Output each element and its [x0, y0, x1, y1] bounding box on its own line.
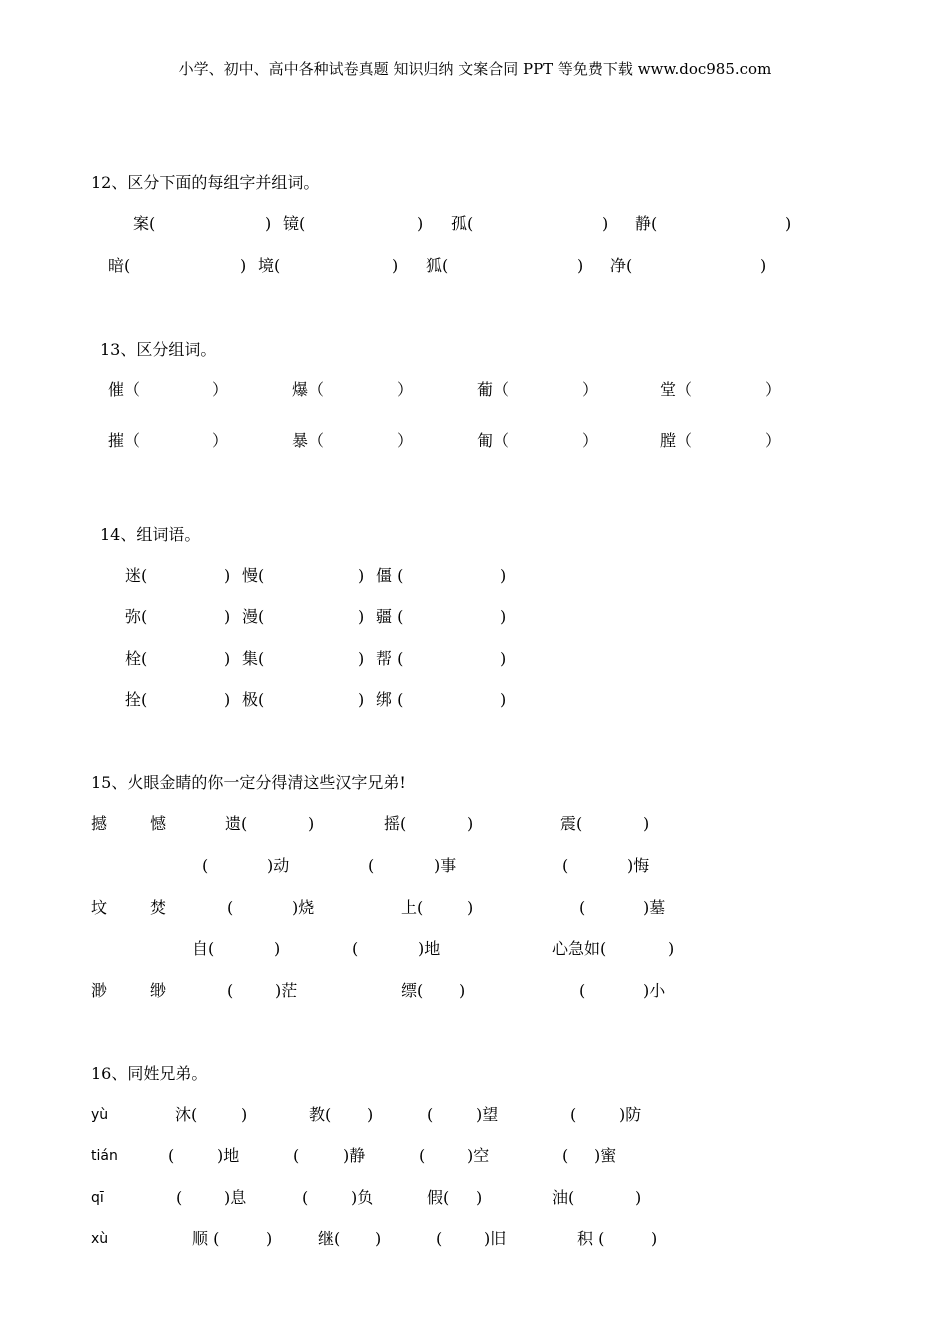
q12-r2-2-char: 境( — [258, 256, 281, 275]
q15-r4-b1: ( — [352, 939, 359, 958]
q16-r3-1a: ( — [176, 1188, 183, 1207]
q15-r1-e2: ) — [643, 814, 650, 833]
q14-r3-1-char: 栓( — [125, 649, 148, 668]
q16-title: 16、同姓兄弟。 — [91, 1064, 208, 1083]
q13-r1-2-close: ） — [397, 380, 414, 399]
q14-r4-2-close: ) — [358, 690, 365, 709]
q14-r4-3-char: 绑 ( — [376, 690, 404, 709]
q12-r1-3-char: 孤( — [451, 214, 474, 233]
q12-r1-3-close: ) — [602, 214, 609, 233]
q16-r2-pinyin: tián — [91, 1148, 118, 1164]
q15-r1-c1: 遗( — [225, 814, 248, 833]
q15-r3-e2: )墓 — [643, 898, 666, 917]
q12-r1-4-char: 静( — [635, 214, 658, 233]
q15-r2-b1: ( — [368, 856, 375, 875]
q13-r1-2-char: 爆（ — [292, 380, 325, 399]
q15-r2-c2: )悔 — [627, 856, 650, 875]
q15-r5-a: 渺 — [91, 981, 108, 1000]
q16-r1-1a: 沐( — [175, 1105, 198, 1124]
q16-r1-1b: ) — [241, 1105, 248, 1124]
q16-r4-pinyin: xù — [91, 1231, 109, 1247]
q14-r3-2-close: ) — [358, 649, 365, 668]
q15-r1-a: 撼 — [91, 814, 108, 833]
q14-title: 14、组词语。 — [100, 525, 201, 544]
q16-r3-2a: ( — [302, 1188, 309, 1207]
q16-r4-1a: 顺 ( — [192, 1229, 220, 1248]
q13-r1-4-char: 堂（ — [660, 380, 693, 399]
q13-r2-1-close: ） — [212, 431, 229, 450]
q14-r1-2-close: ) — [358, 566, 365, 585]
q13-r2-3-char: 匍（ — [477, 431, 510, 450]
q14-r3-1-close: ) — [224, 649, 231, 668]
q12-r1-4-close: ) — [785, 214, 792, 233]
q16-r1-2b: ) — [367, 1105, 374, 1124]
q16-r2-1a: ( — [168, 1146, 175, 1165]
q15-r5-b: 缈 — [150, 981, 167, 1000]
q15-r2-c1: ( — [562, 856, 569, 875]
q16-r2-3a: ( — [419, 1146, 426, 1165]
q16-r2-1b: )地 — [217, 1146, 240, 1165]
q15-r1-d2: ) — [467, 814, 474, 833]
q15-r3-d2: ) — [467, 898, 474, 917]
q14-r2-1-char: 弥( — [125, 607, 148, 626]
q14-r3-3-close: ) — [500, 649, 507, 668]
q15-r5-c1: ( — [227, 981, 234, 1000]
q16-r1-4b: )防 — [619, 1105, 642, 1124]
q15-r3-b: 焚 — [150, 898, 167, 917]
q15-r4-c1: 心急如( — [552, 939, 607, 958]
q14-r4-1-char: 拴( — [125, 690, 148, 709]
q16-r2-3b: )空 — [467, 1146, 490, 1165]
q14-r2-2-close: ) — [358, 607, 365, 626]
q16-r2-2a: ( — [293, 1146, 300, 1165]
q13-r2-2-char: 暴（ — [292, 431, 325, 450]
q12-r2-3-close: ) — [577, 256, 584, 275]
q16-r4-2a: 继( — [318, 1229, 341, 1248]
q15-r3-e1: ( — [579, 898, 586, 917]
q13-r2-3-close: ） — [582, 431, 599, 450]
q14-r3-3-char: 帮 ( — [376, 649, 404, 668]
q14-r2-2-char: 漫( — [242, 607, 265, 626]
q15-r1-c2: ) — [308, 814, 315, 833]
q12-r2-4-close: ) — [760, 256, 767, 275]
q15-r5-c2: )茫 — [275, 981, 298, 1000]
q15-r4-a1: 自( — [192, 939, 215, 958]
q15-r5-e1: ( — [579, 981, 586, 1000]
q12-r2-3-char: 狐( — [426, 256, 449, 275]
q16-r2-4a: ( — [562, 1146, 569, 1165]
q15-r3-c2: )烧 — [292, 898, 315, 917]
q15-r3-d1: 上( — [401, 898, 424, 917]
q12-r1-1-close: ) — [265, 214, 272, 233]
q15-r5-d2: ) — [459, 981, 466, 1000]
q15-title: 15、火眼金睛的你一定分得清这些汉字兄弟! — [91, 773, 406, 792]
q14-r2-3-close: ) — [500, 607, 507, 626]
q16-r3-4b: ) — [635, 1188, 642, 1207]
q14-r4-2-char: 极( — [242, 690, 265, 709]
q14-r1-2-char: 慢( — [242, 566, 265, 585]
q12-r1-2-close: ) — [417, 214, 424, 233]
q16-r1-3a: ( — [427, 1105, 434, 1124]
q13-r2-4-close: ） — [765, 431, 782, 450]
q16-r3-3b: ) — [476, 1188, 483, 1207]
q16-r3-1b: )息 — [224, 1188, 247, 1207]
q14-r4-3-close: ) — [500, 690, 507, 709]
q15-r4-b2: )地 — [418, 939, 441, 958]
q14-r4-1-close: ) — [224, 690, 231, 709]
q13-r1-4-close: ） — [765, 380, 782, 399]
q16-r4-4b: ) — [651, 1229, 658, 1248]
q15-r1-d1: 摇( — [384, 814, 407, 833]
q13-r2-1-char: 摧（ — [108, 431, 141, 450]
q13-r1-1-char: 催（ — [108, 380, 141, 399]
q14-r1-1-char: 迷( — [125, 566, 148, 585]
q13-r2-4-char: 膛（ — [660, 431, 693, 450]
q16-r4-3a: ( — [436, 1229, 443, 1248]
q16-r3-3a: 假( — [427, 1188, 450, 1207]
q12-r1-2-char: 镜( — [283, 214, 306, 233]
q16-r1-2a: 教( — [309, 1105, 332, 1124]
q15-r4-a2: ) — [274, 939, 281, 958]
q15-r2-a1: ( — [202, 856, 209, 875]
q13-r1-3-char: 葡（ — [477, 380, 510, 399]
q14-r2-1-close: ) — [224, 607, 231, 626]
q13-r2-2-close: ） — [397, 431, 414, 450]
q16-r1-4a: ( — [570, 1105, 577, 1124]
q16-r4-4a: 积 ( — [577, 1229, 605, 1248]
q15-r2-a2: )动 — [267, 856, 290, 875]
q16-r2-2b: )静 — [343, 1146, 366, 1165]
q12-title: 12、区分下面的每组字并组词。 — [91, 173, 320, 192]
q15-r3-c1: ( — [227, 898, 234, 917]
q16-r1-3b: )望 — [476, 1105, 499, 1124]
q13-title: 13、区分组词。 — [100, 340, 217, 359]
q15-r4-c2: ) — [668, 939, 675, 958]
q16-r4-3b: )旧 — [484, 1229, 507, 1248]
q16-r3-pinyin: qī — [91, 1190, 104, 1206]
q14-r2-3-char: 疆 ( — [376, 607, 404, 626]
q12-r2-4-char: 净( — [610, 256, 633, 275]
q12-r2-2-close: ) — [392, 256, 399, 275]
q14-r1-1-close: ) — [224, 566, 231, 585]
q13-r1-3-close: ） — [582, 380, 599, 399]
q12-r1-1-char: 案( — [133, 214, 156, 233]
q14-r1-3-char: 僵 ( — [376, 566, 404, 585]
q15-r3-a: 坟 — [91, 898, 108, 917]
q15-r1-e1: 震( — [560, 814, 583, 833]
q16-r1-pinyin: yù — [91, 1107, 109, 1123]
q15-r2-b2: )事 — [434, 856, 457, 875]
page-header: 小学、初中、高中各种试卷真题 知识归纳 文案合同 PPT 等免费下载 www.doc985.com — [178, 60, 772, 78]
q14-r1-3-close: ) — [500, 566, 507, 585]
q16-r4-1b: ) — [266, 1229, 273, 1248]
q15-r5-e2: )小 — [643, 981, 666, 1000]
q16-r4-2b: ) — [375, 1229, 382, 1248]
q14-r3-2-char: 集( — [242, 649, 265, 668]
q16-r3-4a: 油( — [552, 1188, 575, 1207]
q15-r5-d1: 缥( — [401, 981, 424, 1000]
q15-r1-b: 憾 — [150, 814, 167, 833]
q13-r1-1-close: ） — [212, 380, 229, 399]
q16-r2-4b: )蜜 — [594, 1146, 617, 1165]
q16-r3-2b: )负 — [351, 1188, 374, 1207]
q12-r2-1-close: ) — [240, 256, 247, 275]
q12-r2-1-char: 暗( — [108, 256, 131, 275]
